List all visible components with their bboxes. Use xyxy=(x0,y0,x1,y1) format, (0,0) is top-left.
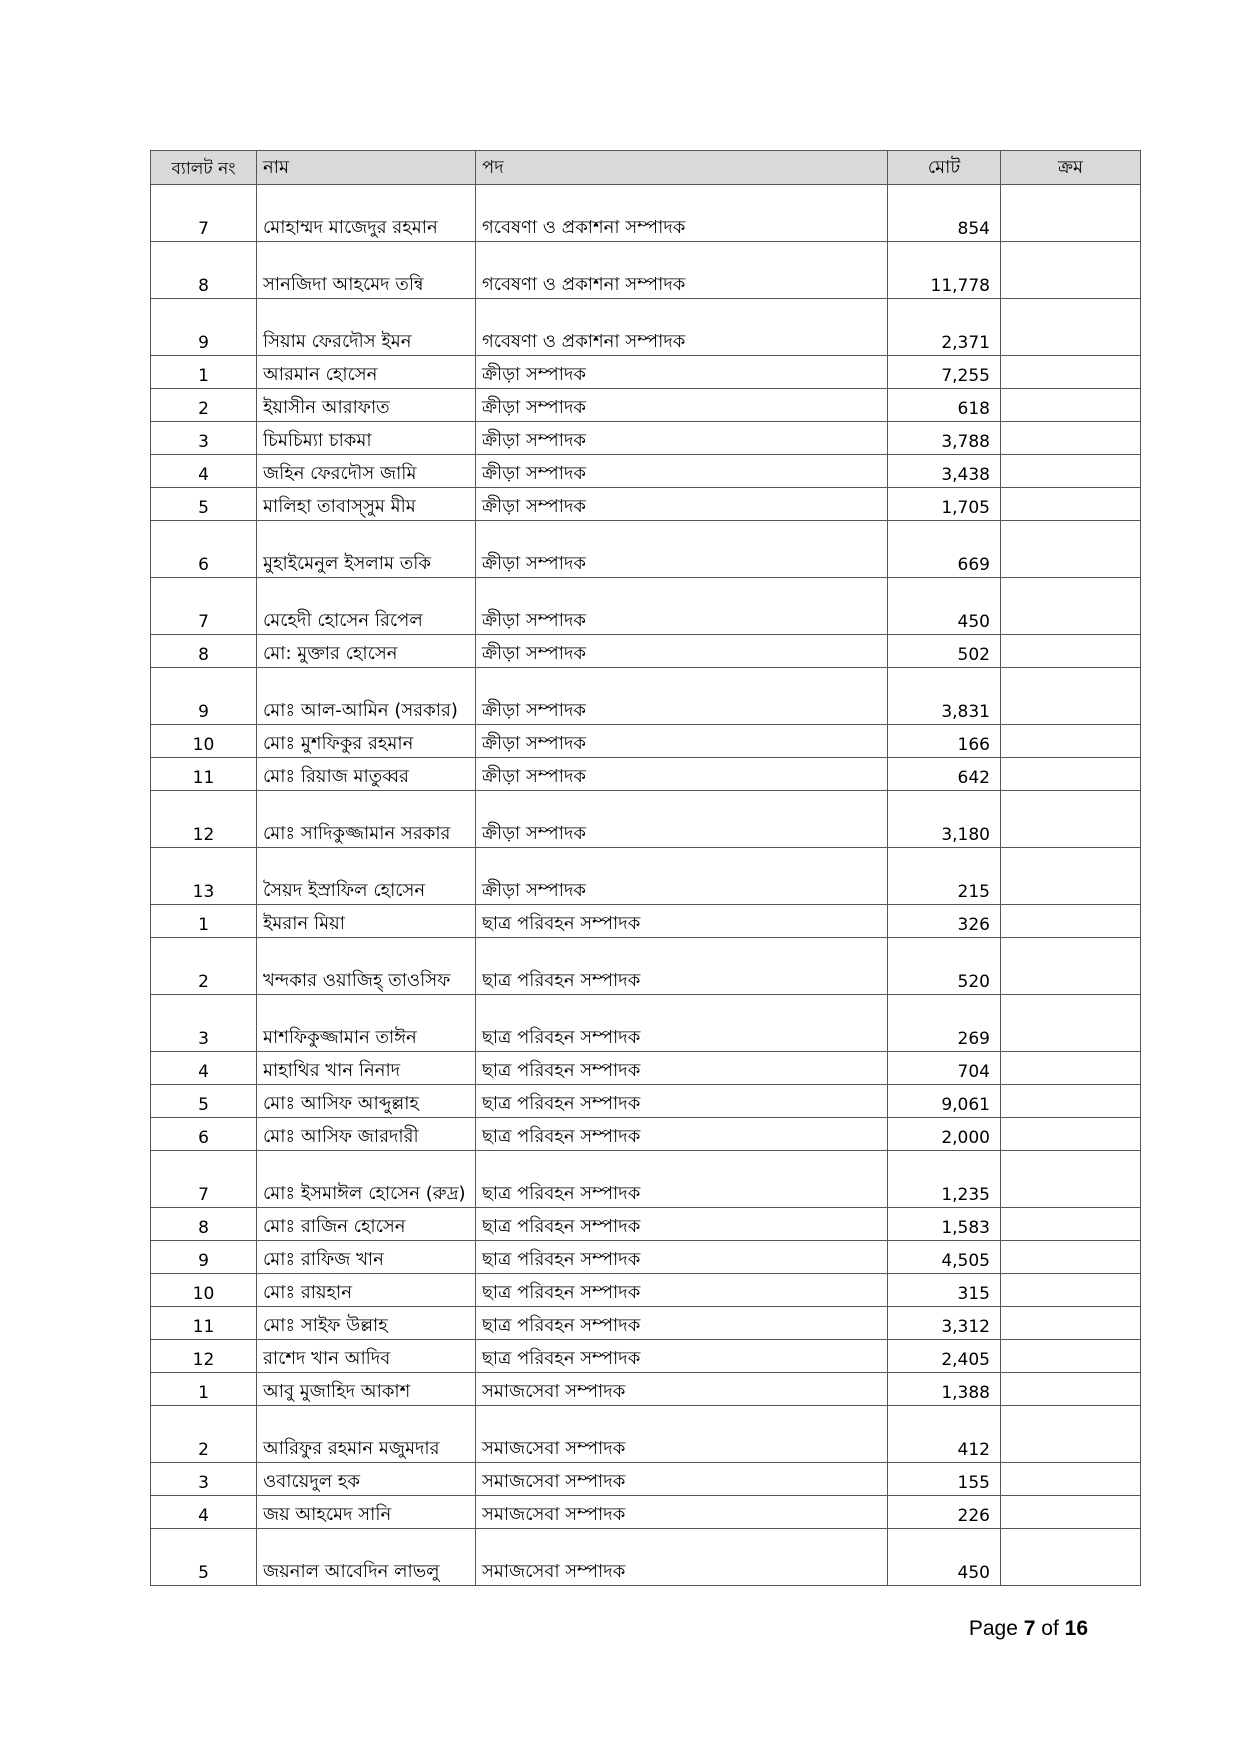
ballot-no-cell: 11 xyxy=(151,1307,257,1340)
total-cell: 215 xyxy=(888,848,1001,905)
name-cell: মোঃ ইসমাঈল হোসেন (রুদ্র) xyxy=(257,1151,476,1208)
table-row xyxy=(151,389,1141,422)
table-row xyxy=(151,299,1141,356)
name-cell: মোঃ সাইফ উল্লাহ xyxy=(257,1307,476,1340)
ballot-no-cell: 7 xyxy=(151,185,257,242)
ballot-no-cell: 1 xyxy=(151,356,257,389)
name-cell: আরমান হোসেন xyxy=(257,356,476,389)
name-cell: মোঃ আসিফ জারদারী xyxy=(257,1118,476,1151)
rank-cell xyxy=(1001,455,1141,488)
total-cell: 3,180 xyxy=(888,791,1001,848)
rank-cell xyxy=(1001,1052,1141,1085)
total-cell: 315 xyxy=(888,1274,1001,1307)
page-total: 16 xyxy=(1064,1617,1088,1640)
ballot-no-cell: 3 xyxy=(151,1463,257,1496)
post-cell: ক্রীড়া সম্পাদক xyxy=(476,488,888,521)
ballot-no-cell: 8 xyxy=(151,635,257,668)
name-cell: মুহাইমেনুল ইসলাম তকি xyxy=(257,521,476,578)
rank-cell xyxy=(1001,758,1141,791)
rank-cell xyxy=(1001,242,1141,299)
ballot-no-cell: 9 xyxy=(151,668,257,725)
name-cell: ইয়াসীন আরাফাত xyxy=(257,389,476,422)
post-cell: ছাত্র পরিবহন সম্পাদক xyxy=(476,905,888,938)
rank-cell xyxy=(1001,422,1141,455)
post-cell: গবেষণা ও প্রকাশনা সম্পাদক xyxy=(476,299,888,356)
post-cell: গবেষণা ও প্রকাশনা সম্পাদক xyxy=(476,242,888,299)
table-row xyxy=(151,185,1141,242)
table-row xyxy=(151,1052,1141,1085)
ballot-no-cell: 7 xyxy=(151,1151,257,1208)
table-row xyxy=(151,455,1141,488)
total-cell: 3,831 xyxy=(888,668,1001,725)
post-cell: ছাত্র পরিবহন সম্পাদক xyxy=(476,1052,888,1085)
table-row xyxy=(151,668,1141,725)
total-cell: 166 xyxy=(888,725,1001,758)
name-cell: চিমচিম্যা চাকমা xyxy=(257,422,476,455)
rank-cell xyxy=(1001,389,1141,422)
post-cell: ছাত্র পরিবহন সম্পাদক xyxy=(476,1274,888,1307)
name-cell: মালিহা তাবাস্সুম মীম xyxy=(257,488,476,521)
name-cell: মেহেদী হোসেন রিপেল xyxy=(257,578,476,635)
total-cell: 1,705 xyxy=(888,488,1001,521)
post-cell: ক্রীড়া সম্পাদক xyxy=(476,389,888,422)
total-cell: 2,405 xyxy=(888,1340,1001,1373)
header-row xyxy=(151,151,1141,185)
name-cell: মোহাম্মদ মাজেদুর রহমান xyxy=(257,185,476,242)
name-cell: সানজিদা আহমেদ তন্বি xyxy=(257,242,476,299)
name-cell: সৈয়দ ইস্রাফিল হোসেন xyxy=(257,848,476,905)
ballot-no-cell: 11 xyxy=(151,758,257,791)
name-cell: মাহাথির খান নিনাদ xyxy=(257,1052,476,1085)
post-cell: সমাজসেবা সম্পাদক xyxy=(476,1373,888,1406)
name-cell: ইমরান মিয়া xyxy=(257,905,476,938)
page-current: 7 xyxy=(1023,1617,1036,1640)
table-row xyxy=(151,1085,1141,1118)
rank-cell xyxy=(1001,488,1141,521)
rank-cell xyxy=(1001,791,1141,848)
ballot-no-cell: 3 xyxy=(151,995,257,1052)
name-cell: আরিফুর রহমান মজুমদার xyxy=(257,1406,476,1463)
name-cell: জয় আহমেদ সানি xyxy=(257,1496,476,1529)
total-cell: 1,235 xyxy=(888,1151,1001,1208)
post-cell: সমাজসেবা সম্পাদক xyxy=(476,1529,888,1586)
post-cell: ক্রীড়া সম্পাদক xyxy=(476,635,888,668)
rank-cell xyxy=(1001,848,1141,905)
name-cell: মোঃ আল-আমিন (সরকার) xyxy=(257,668,476,725)
ballot-no-cell: 2 xyxy=(151,938,257,995)
ballot-no-cell: 6 xyxy=(151,521,257,578)
post-cell: ছাত্র পরিবহন সম্পাদক xyxy=(476,1241,888,1274)
total-cell: 269 xyxy=(888,995,1001,1052)
ballot-no-cell: 6 xyxy=(151,1118,257,1151)
header-total: মোট xyxy=(888,151,1001,185)
table-row xyxy=(151,1151,1141,1208)
post-cell: ক্রীড়া সম্পাদক xyxy=(476,455,888,488)
table-row xyxy=(151,1373,1141,1406)
results-table xyxy=(150,150,1141,1586)
rank-cell xyxy=(1001,1373,1141,1406)
table-row xyxy=(151,521,1141,578)
name-cell: রাশেদ খান আদিব xyxy=(257,1340,476,1373)
name-cell: জহিন ফেরদৌস জামি xyxy=(257,455,476,488)
table-row xyxy=(151,422,1141,455)
name-cell: জয়নাল আবেদিন লাভলু xyxy=(257,1529,476,1586)
total-cell: 326 xyxy=(888,905,1001,938)
ballot-no-cell: 7 xyxy=(151,578,257,635)
total-cell: 226 xyxy=(888,1496,1001,1529)
rank-cell xyxy=(1001,905,1141,938)
table-row xyxy=(151,1208,1141,1241)
table-row xyxy=(151,1274,1141,1307)
ballot-no-cell: 4 xyxy=(151,1496,257,1529)
table-row xyxy=(151,1307,1141,1340)
total-cell: 1,388 xyxy=(888,1373,1001,1406)
name-cell: মোঃ রিয়াজ মাতুব্বর xyxy=(257,758,476,791)
post-cell: ছাত্র পরিবহন সম্পাদক xyxy=(476,1208,888,1241)
rank-cell xyxy=(1001,1529,1141,1586)
post-cell: সমাজসেবা সম্পাদক xyxy=(476,1496,888,1529)
table-row xyxy=(151,1406,1141,1463)
name-cell: ওবায়েদুল হক xyxy=(257,1463,476,1496)
post-cell: সমাজসেবা সম্পাদক xyxy=(476,1463,888,1496)
rank-cell xyxy=(1001,578,1141,635)
rank-cell xyxy=(1001,1274,1141,1307)
table-row xyxy=(151,725,1141,758)
total-cell: 502 xyxy=(888,635,1001,668)
ballot-no-cell: 1 xyxy=(151,1373,257,1406)
table-row xyxy=(151,848,1141,905)
rank-cell xyxy=(1001,1463,1141,1496)
total-cell: 642 xyxy=(888,758,1001,791)
ballot-no-cell: 10 xyxy=(151,1274,257,1307)
table-row xyxy=(151,1340,1141,1373)
table-row xyxy=(151,758,1141,791)
name-cell: মোঃ রায়হান xyxy=(257,1274,476,1307)
ballot-no-cell: 9 xyxy=(151,299,257,356)
post-cell: ক্রীড়া সম্পাদক xyxy=(476,521,888,578)
ballot-no-cell: 8 xyxy=(151,1208,257,1241)
rank-cell xyxy=(1001,1085,1141,1118)
table-row xyxy=(151,578,1141,635)
total-cell: 3,438 xyxy=(888,455,1001,488)
header-ballot-no: ব্যালট নং xyxy=(151,151,257,185)
total-cell: 155 xyxy=(888,1463,1001,1496)
post-cell: ক্রীড়া সম্পাদক xyxy=(476,791,888,848)
table-body xyxy=(151,185,1141,1586)
name-cell: মোঃ রাজিন হোসেন xyxy=(257,1208,476,1241)
table-row xyxy=(151,242,1141,299)
post-cell: সমাজসেবা সম্পাদক xyxy=(476,1406,888,1463)
ballot-no-cell: 13 xyxy=(151,848,257,905)
ballot-no-cell: 5 xyxy=(151,1085,257,1118)
total-cell: 520 xyxy=(888,938,1001,995)
ballot-no-cell: 4 xyxy=(151,1052,257,1085)
total-cell: 412 xyxy=(888,1406,1001,1463)
header-rank: ক্রম xyxy=(1001,151,1141,185)
rank-cell xyxy=(1001,1208,1141,1241)
name-cell: মোঃ সাদিকুজ্জামান সরকার xyxy=(257,791,476,848)
ballot-no-cell: 5 xyxy=(151,1529,257,1586)
total-cell: 9,061 xyxy=(888,1085,1001,1118)
post-cell: ক্রীড়া সম্পাদক xyxy=(476,356,888,389)
post-cell: ক্রীড়া সম্পাদক xyxy=(476,578,888,635)
total-cell: 4,505 xyxy=(888,1241,1001,1274)
ballot-no-cell: 2 xyxy=(151,389,257,422)
ballot-no-cell: 12 xyxy=(151,1340,257,1373)
total-cell: 2,371 xyxy=(888,299,1001,356)
rank-cell xyxy=(1001,635,1141,668)
name-cell: মোঃ আসিফ আব্দুল্লাহ xyxy=(257,1085,476,1118)
name-cell: মো: মুক্তার হোসেন xyxy=(257,635,476,668)
rank-cell xyxy=(1001,668,1141,725)
post-cell: ছাত্র পরিবহন সম্পাদক xyxy=(476,995,888,1052)
ballot-no-cell: 9 xyxy=(151,1241,257,1274)
ballot-no-cell: 4 xyxy=(151,455,257,488)
post-cell: ক্রীড়া সম্পাদক xyxy=(476,725,888,758)
table-row xyxy=(151,905,1141,938)
header-post: পদ xyxy=(476,151,888,185)
name-cell: খন্দকার ওয়াজিহ্ তাওসিফ xyxy=(257,938,476,995)
table-row xyxy=(151,356,1141,389)
ballot-no-cell: 10 xyxy=(151,725,257,758)
header-name: নাম xyxy=(257,151,476,185)
rank-cell xyxy=(1001,995,1141,1052)
table-row xyxy=(151,1463,1141,1496)
post-cell: ছাত্র পরিবহন সম্পাদক xyxy=(476,1307,888,1340)
rank-cell xyxy=(1001,1307,1141,1340)
rank-cell xyxy=(1001,521,1141,578)
total-cell: 450 xyxy=(888,578,1001,635)
ballot-no-cell: 1 xyxy=(151,905,257,938)
name-cell: আবু মুজাহিদ আকাশ xyxy=(257,1373,476,1406)
total-cell: 11,778 xyxy=(888,242,1001,299)
table-row xyxy=(151,1118,1141,1151)
rank-cell xyxy=(1001,725,1141,758)
post-cell: ছাত্র পরিবহন সম্পাদক xyxy=(476,1151,888,1208)
total-cell: 450 xyxy=(888,1529,1001,1586)
post-cell: ছাত্র পরিবহন সম্পাদক xyxy=(476,938,888,995)
ballot-no-cell: 2 xyxy=(151,1406,257,1463)
post-cell: ছাত্র পরিবহন সম্পাদক xyxy=(476,1085,888,1118)
table-row xyxy=(151,938,1141,995)
rank-cell xyxy=(1001,1241,1141,1274)
name-cell: মাশফিকুজ্জামান তাঈন xyxy=(257,995,476,1052)
name-cell: মোঃ রাফিজ খান xyxy=(257,1241,476,1274)
ballot-no-cell: 12 xyxy=(151,791,257,848)
page-separator: of xyxy=(1035,1617,1065,1640)
table-row xyxy=(151,1241,1141,1274)
total-cell: 704 xyxy=(888,1052,1001,1085)
rank-cell xyxy=(1001,299,1141,356)
table-row xyxy=(151,1496,1141,1529)
post-cell: ক্রীড়া সম্পাদক xyxy=(476,848,888,905)
table-row xyxy=(151,635,1141,668)
post-cell: গবেষণা ও প্রকাশনা সম্পাদক xyxy=(476,185,888,242)
page-number xyxy=(969,1617,1088,1641)
table-row xyxy=(151,791,1141,848)
ballot-no-cell: 5 xyxy=(151,488,257,521)
name-cell: মোঃ মুশফিকুর রহমান xyxy=(257,725,476,758)
rank-cell xyxy=(1001,1151,1141,1208)
page-prefix: Page xyxy=(968,1617,1024,1640)
total-cell: 2,000 xyxy=(888,1118,1001,1151)
table-row xyxy=(151,995,1141,1052)
total-cell: 7,255 xyxy=(888,356,1001,389)
post-cell: ছাত্র পরিবহন সম্পাদক xyxy=(476,1340,888,1373)
post-cell: ক্রীড়া সম্পাদক xyxy=(476,668,888,725)
rank-cell xyxy=(1001,1406,1141,1463)
name-cell: সিয়াম ফেরদৌস ইমন xyxy=(257,299,476,356)
table-row xyxy=(151,488,1141,521)
rank-cell xyxy=(1001,356,1141,389)
total-cell: 3,788 xyxy=(888,422,1001,455)
total-cell: 669 xyxy=(888,521,1001,578)
post-cell: ক্রীড়া সম্পাদক xyxy=(476,422,888,455)
rank-cell xyxy=(1001,1496,1141,1529)
total-cell: 3,312 xyxy=(888,1307,1001,1340)
rank-cell xyxy=(1001,185,1141,242)
rank-cell xyxy=(1001,1340,1141,1373)
total-cell: 1,583 xyxy=(888,1208,1001,1241)
post-cell: ক্রীড়া সম্পাদক xyxy=(476,758,888,791)
ballot-no-cell: 8 xyxy=(151,242,257,299)
total-cell: 854 xyxy=(888,185,1001,242)
rank-cell xyxy=(1001,938,1141,995)
rank-cell xyxy=(1001,1118,1141,1151)
post-cell: ছাত্র পরিবহন সম্পাদক xyxy=(476,1118,888,1151)
table-row xyxy=(151,1529,1141,1586)
ballot-no-cell: 3 xyxy=(151,422,257,455)
total-cell: 618 xyxy=(888,389,1001,422)
